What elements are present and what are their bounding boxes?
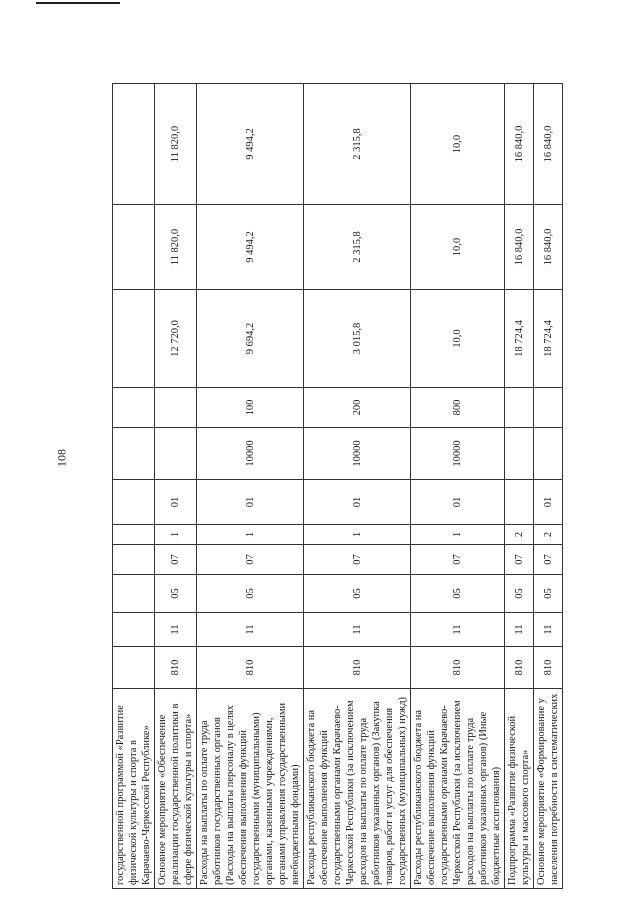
table-row — [113, 84, 155, 889]
cell-value-2: 10,0 — [411, 205, 505, 290]
cell-main-event — [113, 480, 155, 525]
cell-main-event: 01 — [197, 480, 304, 525]
cell-direction — [505, 428, 534, 480]
cell-expense-type — [505, 388, 534, 428]
cell-program: 07 — [411, 545, 505, 575]
cell-direction: 10000 — [304, 428, 411, 480]
cell-value-1: 9 694,2 — [197, 290, 304, 388]
cell-expense-type: 100 — [197, 388, 304, 428]
row-name: Основное мероприятие «Формирование у населения потребности в систематических — [534, 689, 563, 889]
cell-subsection: 05 — [411, 575, 505, 613]
cell-code: 810 — [411, 647, 505, 689]
cell-code: 810 — [534, 647, 563, 689]
cell-subprogram — [113, 525, 155, 545]
cell-subsection: 05 — [155, 575, 197, 613]
cell-program: 07 — [304, 545, 411, 575]
cell-value-3: 10,0 — [411, 84, 505, 205]
cell-subprogram: 2 — [505, 525, 534, 545]
cell-section: 11 — [197, 613, 304, 647]
cell-program: 07 — [197, 545, 304, 575]
cell-main-event: 01 — [411, 480, 505, 525]
cell-value-3 — [113, 84, 155, 205]
cell-value-1: 12 720,0 — [155, 290, 197, 388]
table-row — [304, 84, 411, 889]
cell-program — [113, 545, 155, 575]
cell-value-3: 9 494,2 — [197, 84, 304, 205]
cell-expense-type — [534, 388, 563, 428]
cell-value-1: 18 724,4 — [534, 290, 563, 388]
cell-value-2 — [113, 205, 155, 290]
cell-section — [113, 613, 155, 647]
budget-table — [112, 83, 563, 889]
cell-subsection — [113, 575, 155, 613]
cell-direction — [113, 428, 155, 480]
cell-value-1: 10,0 — [411, 290, 505, 388]
cell-value-3: 2 315,8 — [304, 84, 411, 205]
cell-main-event: 01 — [155, 480, 197, 525]
cell-code: 810 — [304, 647, 411, 689]
cell-code: 810 — [197, 647, 304, 689]
cell-value-3: 16 840,0 — [505, 84, 534, 205]
cell-subsection: 05 — [534, 575, 563, 613]
cell-direction: 10000 — [197, 428, 304, 480]
cell-expense-type — [113, 388, 155, 428]
cell-subprogram: 1 — [411, 525, 505, 545]
cell-direction — [155, 428, 197, 480]
row-name: Основное мероприятие «Обеспечение реализации государственной политики в сфере физической культуры и спорта» — [155, 689, 197, 889]
row-name: Расходы на выплаты по оплате труда работников государственных органов (Расходы на выплаты персоналу в целях обеспечения выполнения функций государственными (муниципальными) органами, казенными учреждениями, органами управления государственными внебюджетными фондами) — [197, 689, 304, 889]
cell-value-1: 3 015,8 — [304, 290, 411, 388]
cell-value-3: 11 820,0 — [155, 84, 197, 205]
cell-code: 810 — [505, 647, 534, 689]
cell-value-3: 16 840,0 — [534, 84, 563, 205]
cell-subsection: 05 — [197, 575, 304, 613]
cell-section: 11 — [155, 613, 197, 647]
rotated-table-wrapper — [112, 83, 563, 889]
cell-value-2: 16 840,0 — [505, 205, 534, 290]
table-row — [155, 84, 197, 889]
cell-subsection: 05 — [505, 575, 534, 613]
table-row — [197, 84, 304, 889]
cell-value-2: 11 820,0 — [155, 205, 197, 290]
cell-code: 810 — [155, 647, 197, 689]
cell-subsection: 05 — [304, 575, 411, 613]
cell-value-1: 18 724,4 — [505, 290, 534, 388]
cell-main-event — [505, 480, 534, 525]
row-name: Подпрограмма «Развитие физической культуры и массового спорта» — [505, 689, 534, 889]
cell-section: 11 — [411, 613, 505, 647]
cell-main-event: 01 — [534, 480, 563, 525]
cell-value-1 — [113, 290, 155, 388]
top-rule — [36, 2, 120, 4]
row-name: государственной программой «Развитие физической культуры и спорта в Карачаево-Черкесской Республике» — [113, 689, 155, 889]
cell-main-event: 01 — [304, 480, 411, 525]
cell-value-2: 16 840,0 — [534, 205, 563, 290]
cell-direction: 10000 — [411, 428, 505, 480]
row-name: Расходы республиканского бюджета на обеспечение выполнения функций государственными органами Карачаево-Черкесской Республики (за исключением расходов на выплаты по оплате труда работников указанных органов) (Закупка товаров, работ и услуг для обеспечения государственных (муниципальных) нужд) — [304, 689, 411, 889]
cell-value-2: 9 494,2 — [197, 205, 304, 290]
table-row — [534, 84, 563, 889]
cell-program: 07 — [534, 545, 563, 575]
cell-subprogram: 1 — [304, 525, 411, 545]
cell-value-2: 2 315,8 — [304, 205, 411, 290]
cell-section: 11 — [304, 613, 411, 647]
cell-section: 11 — [505, 613, 534, 647]
cell-expense-type — [155, 388, 197, 428]
table-row — [505, 84, 534, 889]
cell-section: 11 — [534, 613, 563, 647]
cell-subprogram: 1 — [155, 525, 197, 545]
page-number: 108 — [54, 449, 69, 467]
cell-subprogram: 2 — [534, 525, 563, 545]
cell-subprogram: 1 — [197, 525, 304, 545]
cell-program: 07 — [155, 545, 197, 575]
cell-expense-type: 800 — [411, 388, 505, 428]
row-name: Расходы республиканского бюджета на обеспечение выполнения функций государственными органами Карачаево-Черкесской Республики (за исключением расходов на выплаты по оплате труда работников указанных органов) (Иные бюджетные ассигнования) — [411, 689, 505, 889]
cell-program: 07 — [505, 545, 534, 575]
cell-expense-type: 200 — [304, 388, 411, 428]
table-row — [411, 84, 505, 889]
cell-code — [113, 647, 155, 689]
cell-direction — [534, 428, 563, 480]
